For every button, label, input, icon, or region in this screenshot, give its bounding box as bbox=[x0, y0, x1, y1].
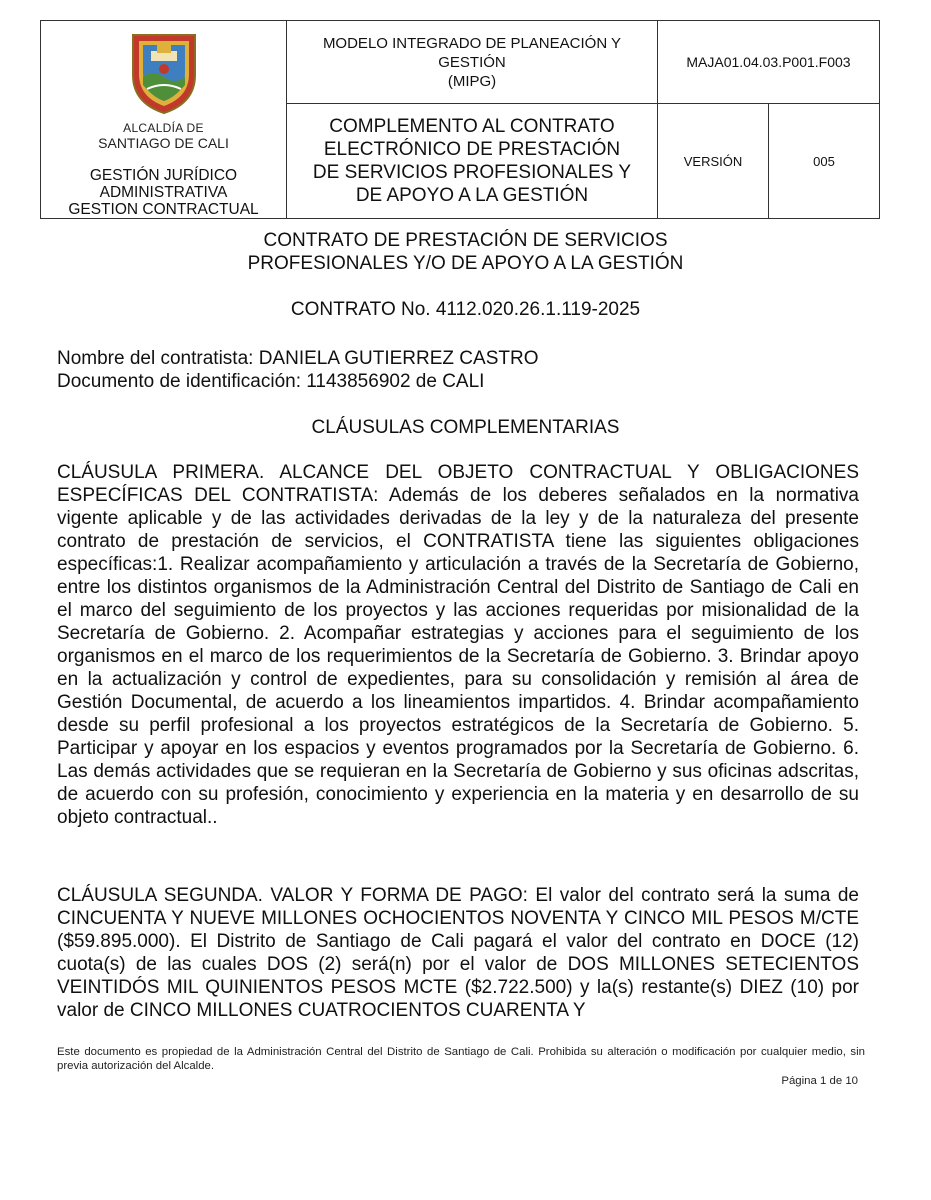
clause-primera bbox=[57, 461, 859, 829]
form-title-line4: DE APOYO A LA GESTIÓN bbox=[355, 185, 589, 206]
form-title-line3: DE SERVICIOS PROFESIONALES Y bbox=[312, 162, 632, 183]
department-line2: ADMINISTRATIVA bbox=[99, 184, 228, 201]
logo-caption-line1: ALCALDÍA DE bbox=[123, 121, 204, 135]
document-code: MAJA01.04.03.P001.F003 bbox=[658, 21, 880, 104]
footer-disclaimer: Este documento es propiedad de la Administración Central del Distrito de Santiago de Cali. Prohibida su alteración o modificación por cualquier medio, sin previa autorización del Alcalde. bbox=[57, 1046, 865, 1072]
form-title bbox=[287, 104, 658, 219]
coat-of-arms-icon bbox=[127, 27, 201, 115]
contractor-name: Nombre del contratista: DANIELA GUTIERREZ CASTRO bbox=[57, 348, 539, 369]
version-value: 005 bbox=[769, 104, 880, 219]
contractor-info bbox=[57, 347, 859, 393]
form-title-line1: COMPLEMENTO AL CONTRATO bbox=[329, 116, 615, 137]
logo-cell bbox=[41, 21, 287, 219]
contract-heading-line2: PROFESIONALES Y/O DE APOYO A LA GESTIÓN bbox=[247, 253, 684, 274]
department-label bbox=[68, 167, 258, 218]
clause-segunda-text: CLÁUSULA SEGUNDA. VALOR Y FORMA DE PAGO: El valor del contrato será la suma de CINCUENTA Y NUEVE MILLONES OCHOCIENTOS NOVENTA Y CINCO MIL PESOS M/CTE ($59.895.000). El Distrito de Santiago de Cali pagará el valor del contrato en DOCE (12) cuota(s) de las cuales DOS (2) será(n) por el valor de DOS MILLONES SETECIENTOS VEINTIDÓS MIL QUINIENTOS PESOS MCTE ($2.722.500) y la(s) restante(s) DIEZ (10) por valor de CINCO MILLONES CUATROCIENTOS CUARENTA Y bbox=[57, 885, 859, 1021]
form-title-line2: ELECTRÓNICO DE PRESTACIÓN bbox=[323, 139, 621, 160]
contract-heading-line1: CONTRATO DE PRESTACIÓN DE SERVICIOS bbox=[263, 230, 668, 251]
mipg-line2: GESTIÓN bbox=[438, 53, 506, 71]
department-line1: GESTIÓN JURÍDICO bbox=[89, 167, 238, 184]
version-label: VERSIÓN bbox=[658, 104, 769, 219]
clause-primera-text: CLÁUSULA PRIMERA. ALCANCE DEL OBJETO CONTRACTUAL Y OBLIGACIONES ESPECÍFICAS DEL CONTRATISTA: Además de los deberes señalados en la normativa vigente aplicable y de las actividades derivadas de la ley y de la naturaleza del presente contrato de prestación de servicios, el CONTRATISTA tiene las siguientes obligaciones específicas:1. Realizar acompañamiento y articulación a través de la Secretaría de Gobierno, entre los distintos organismos de la Administración Central del Distrito de Santiago de Cali en el marco del seguimiento de los proyectos y las acciones requeridas por misionalidad de la Secretaría de Gobierno. 2. Acompañar estrategias y acciones para el seguimiento de los organismos en el marco de los requerimientos de la Secretaría de Gobierno. 3. Brindar apoyo en la actualización y control de expedientes, para su consolidación y remisión al área de Gestión Documental, de acuerdo a los lineamientos impartidos. 4. Brindar acompañamiento desde su perfil profesional a los proyectos estratégicos de la Secretaría de Gobierno. 5. Participar y apoyar en los espacios y eventos programados por la Secretaría de Gobierno. 6. Las demás actividades que se requieran en la Secretaría de Gobierno y sus oficinas adscritas, de acuerdo con su profesión, conocimiento y experiencia en la materia y en desarrollo de su objeto contractual.. bbox=[57, 462, 859, 828]
clauses-title: CLÁUSULAS COMPLEMENTARIAS bbox=[311, 417, 620, 438]
mipg-line3: (MIPG) bbox=[447, 72, 497, 90]
logo-caption-line2: SANTIAGO DE CALI bbox=[98, 135, 229, 151]
contract-heading bbox=[0, 229, 931, 275]
mipg-line1: MODELO INTEGRADO DE PLANEACIÓN Y bbox=[322, 34, 622, 52]
document-header bbox=[40, 20, 880, 219]
contractor-id: Documento de identificación: 1143856902 de CALI bbox=[57, 371, 485, 392]
mipg-cell bbox=[287, 21, 658, 104]
department-line3: GESTION CONTRACTUAL bbox=[68, 201, 259, 218]
page-number: Página 1 de 10 bbox=[781, 1075, 858, 1087]
contract-number: CONTRATO No. 4112.020.26.1.119-2025 bbox=[290, 299, 641, 320]
clause-segunda bbox=[57, 884, 859, 1022]
